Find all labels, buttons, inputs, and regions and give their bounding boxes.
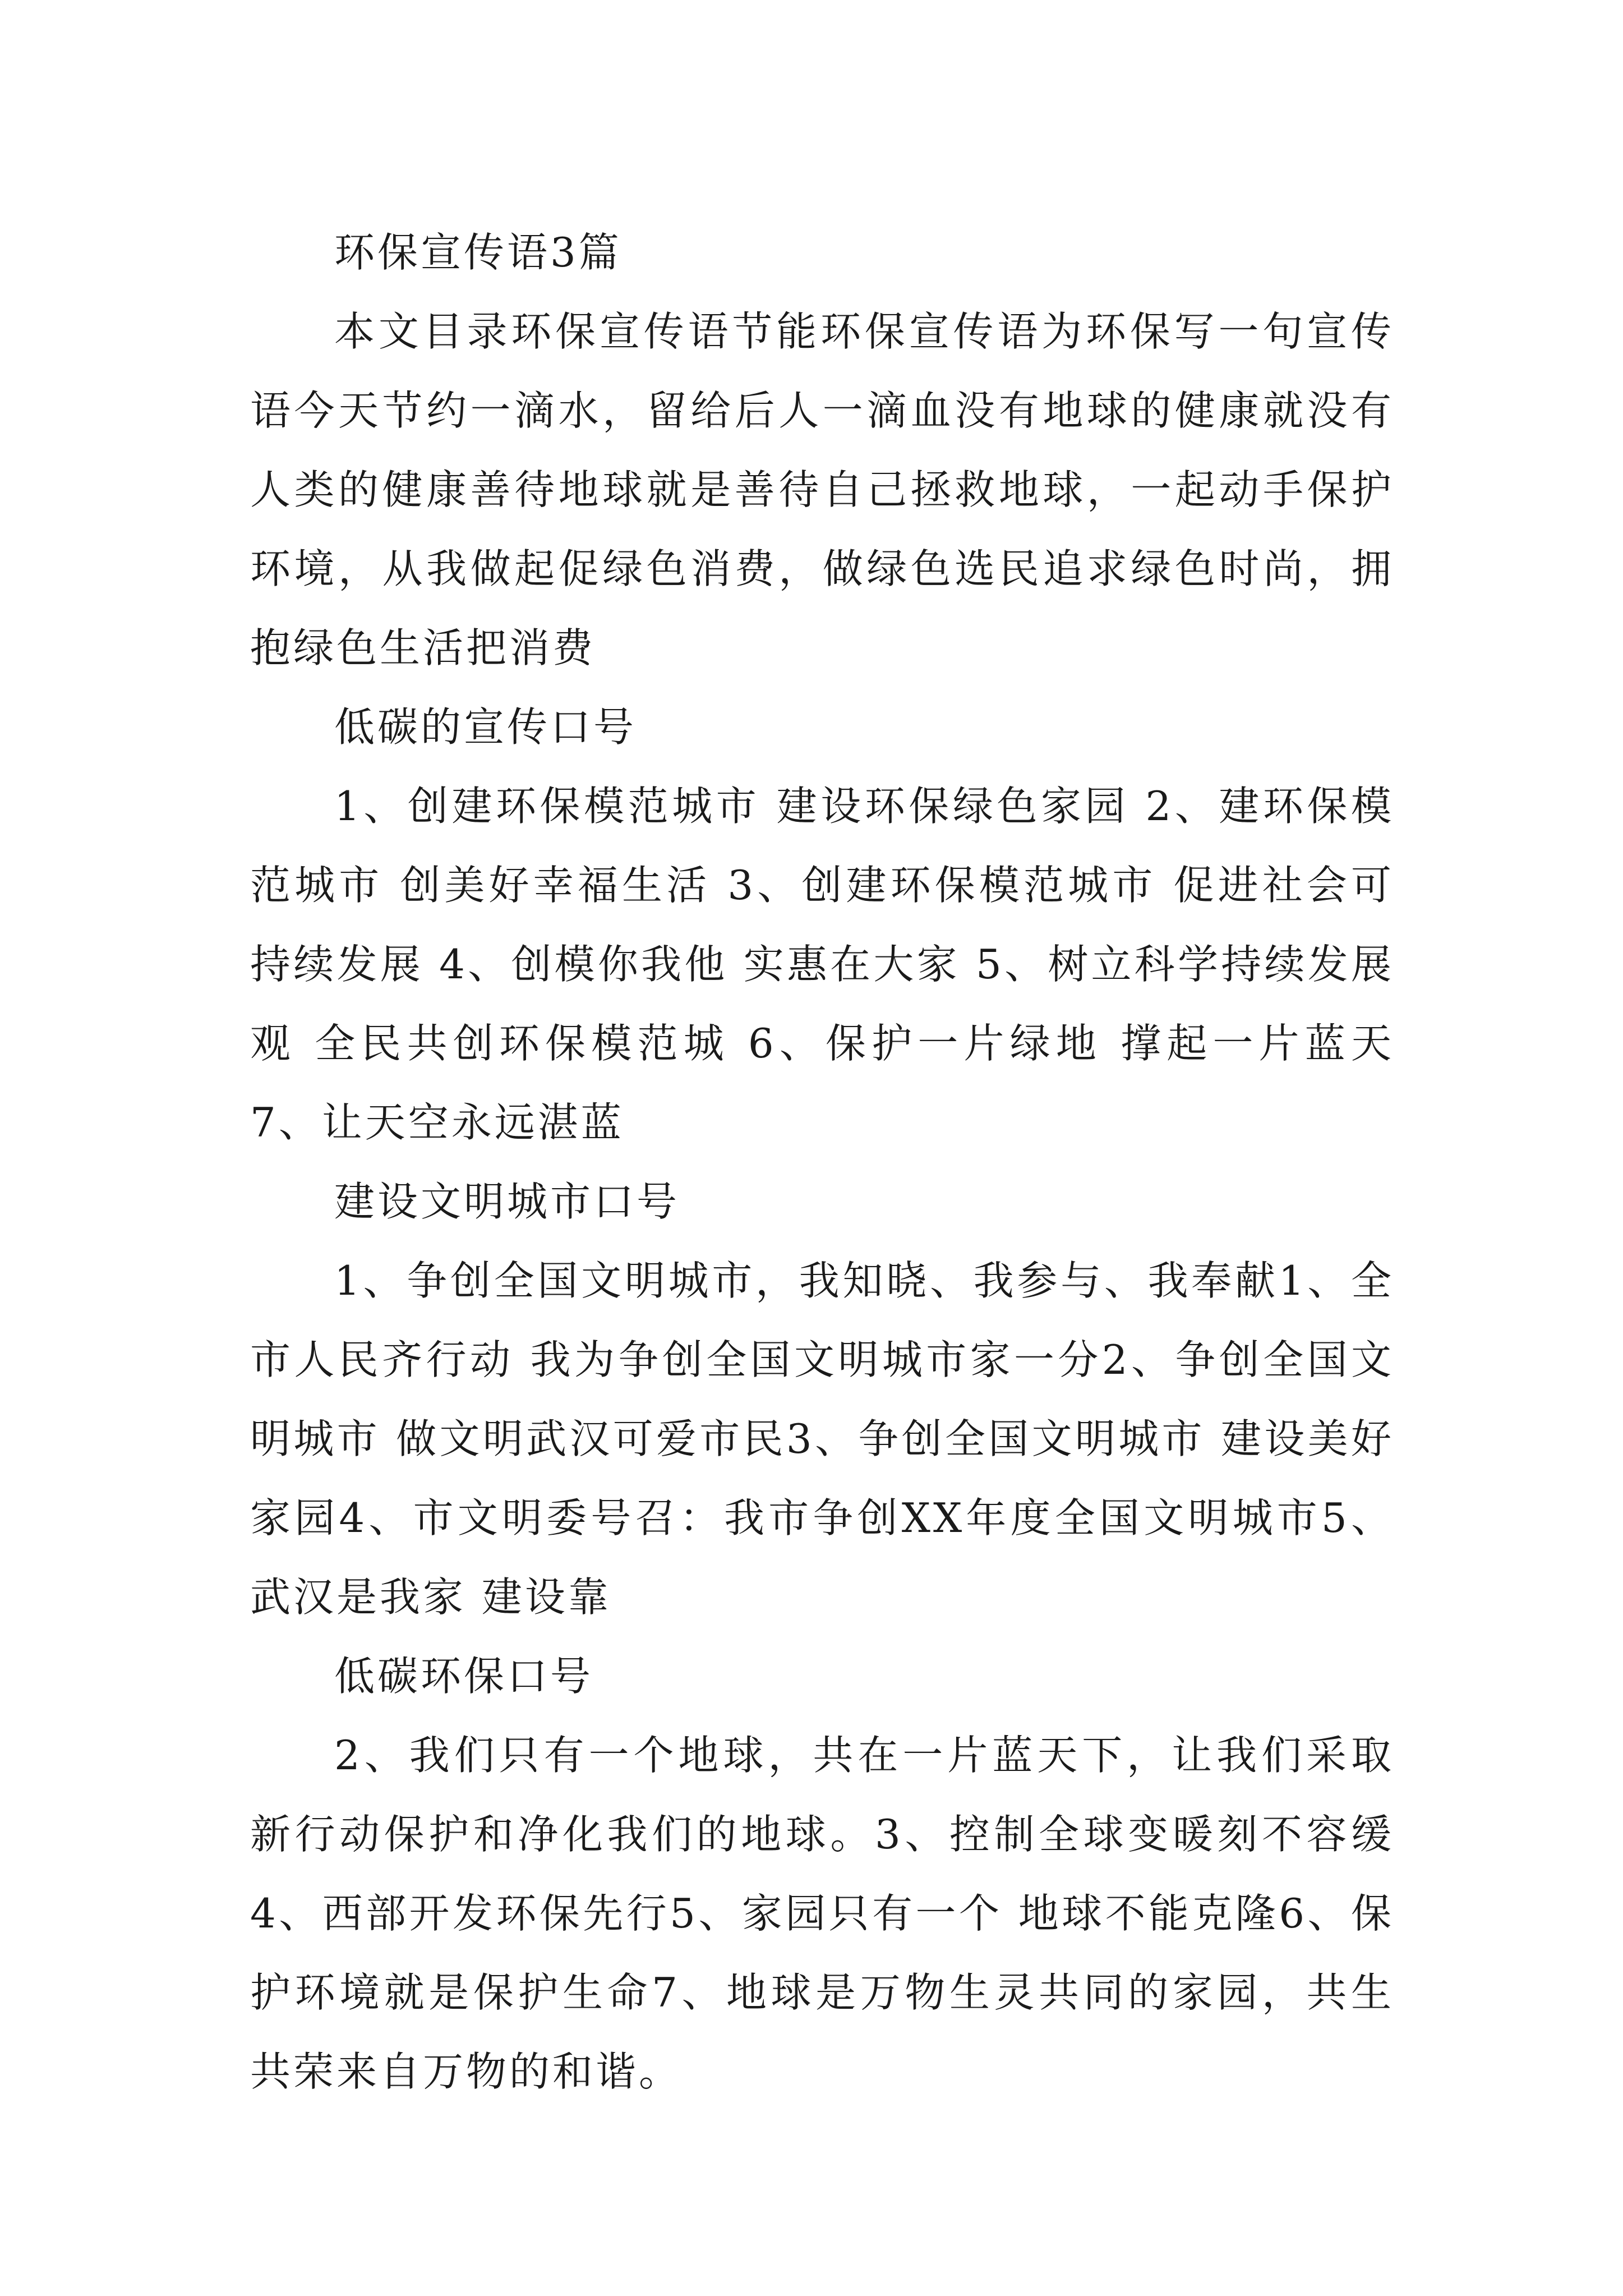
section-heading-low-carbon-slogans: 低碳的宣传口号 xyxy=(334,703,637,751)
section-body-low-carbon-slogans: 1、创建环保模范城市 建设环保绿色家园 2、建环保模范城市 创美好幸福生活 3、创建环保模范城市 促进社会可持续发展 4、创模你我他 实惠在大家 5、树立科学持续发展观 全民共创环保模范城 6、保护一片绿地 撑起一片蓝天 7、让天空永远湛蓝 xyxy=(250,783,1394,1146)
section-body-civilized-city-slogans: 1、争创全国文明城市，我知晓、我参与、我奉献1、全市人民齐行动 我为争创全国文明城市家一分2、争创全国文明城市 做文明武汉可爱市民3、争创全国文明城市 建设美好家园4、市文明委号召：我市争创XX年度全国文明城市5、武汉是我家 建设靠 xyxy=(250,1257,1394,1621)
section-heading-civilized-city-slogans: 建设文明城市口号 xyxy=(334,1178,680,1225)
document-body xyxy=(250,213,1394,2111)
document-title: 环保宣传语3篇 xyxy=(334,229,622,276)
section-body-low-carbon-environment-slogans: 2、我们只有一个地球，共在一片蓝天下，让我们采取新行动保护和净化我们的地球。3、控制全球变暖刻不容缓4、西部开发环保先行5、家园只有一个 地球不能克隆6、保护环境就是保护生命7、地球是万物生灵共同的家园，共生共荣来自万物的和谐。 xyxy=(250,1732,1394,2095)
section-heading-low-carbon-environment-slogans: 低碳环保口号 xyxy=(334,1653,594,1700)
intro-paragraph: 本文目录环保宣传语节能环保宣传语为环保写一句宣传语今天节约一滴水，留给后人一滴血没有地球的健康就没有人类的健康善待地球就是善待自己拯救地球，一起动手保护环境，从我做起促绿色消费，做绿色选民追求绿色时尚，拥抱绿色生活把消费 xyxy=(250,308,1394,671)
